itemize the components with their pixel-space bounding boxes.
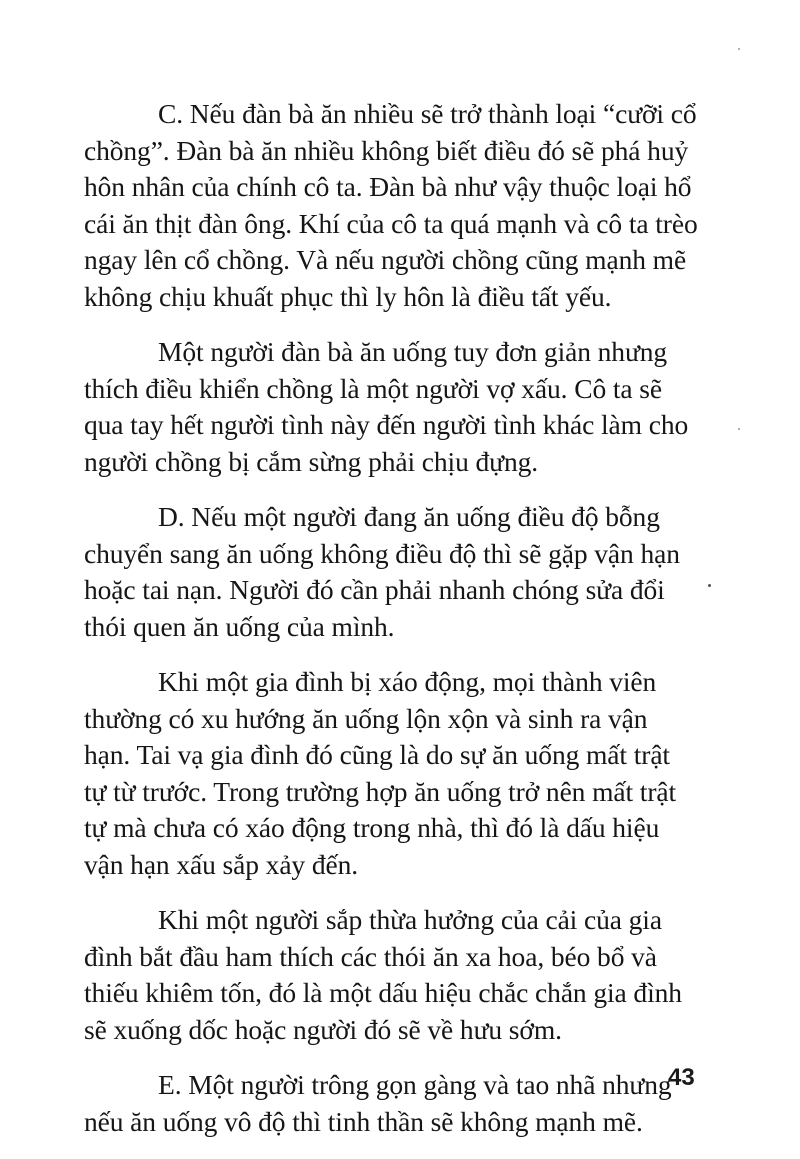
text-line: cái ăn thịt đàn ông. Khí của cô ta quá mạnh và cô ta trèo	[84, 207, 698, 239]
text-line: thích điều khiển chồng là một người vợ xấu. Cô ta sẽ	[84, 372, 662, 404]
scan-speck	[708, 584, 711, 587]
paragraph-bad-wife	[84, 334, 706, 480]
paragraph-inheritance	[84, 902, 706, 1048]
text-line: nếu ăn uống vô độ thì tinh thần sẽ không mạnh mẽ.	[84, 1105, 643, 1137]
text-line: không chịu khuất phục thì ly hôn là điều tất yếu.	[84, 280, 612, 312]
text-line: hoặc tai nạn. Người đó cần phải nhanh chóng sửa đổi	[84, 574, 665, 605]
page-number: 43	[668, 1064, 695, 1091]
text-line: thiếu khiêm tốn, đó là một dấu hiệu chắc chắn gia đình	[84, 977, 682, 1008]
text-line: ngay lên cổ chồng. Và nếu người chồng cũng mạnh mẽ	[84, 244, 687, 275]
paragraph-c	[84, 96, 706, 315]
text-line: Khi một người sắp thừa hưởng của cải của gia	[158, 904, 662, 935]
text-line: vận hạn xấu sắp xảy đến.	[84, 848, 359, 880]
text-line: qua tay hết người tình này đến người tình khác làm cho	[84, 409, 689, 440]
text-line: C. Nếu đàn bà ăn nhiều sẽ trở thành loại “cưỡi cổ	[158, 98, 697, 129]
scan-speck	[738, 428, 740, 430]
paragraph-d	[84, 499, 706, 645]
text-line: chồng”. Đàn bà ăn nhiều không biết điều đó sẽ phá huỷ	[84, 134, 689, 166]
book-page-body	[84, 96, 706, 1159]
text-line: đình bắt đầu ham thích các thói ăn xa hoa, béo bổ và	[84, 940, 657, 972]
text-line: E. Một người trông gọn gàng và tao nhã nhưng	[158, 1069, 672, 1100]
text-line: người chồng bị cắm sừng phải chịu đựng.	[84, 445, 539, 477]
text-line: tự từ trước. Trong trường hợp ăn uống trở nên mất trật	[84, 775, 677, 807]
text-line: hạn. Tai vạ gia đình đó cũng là do sự ăn uống mất trật	[84, 739, 670, 770]
text-line: thường có xu hướng ăn uống lộn xộn và sinh ra vận	[84, 702, 648, 734]
text-line: thói quen ăn uống của mình.	[84, 610, 395, 642]
text-line: chuyển sang ăn uống không điều độ thì sẽ gặp vận hạn	[84, 537, 680, 569]
text-line: Khi một gia đình bị xáo động, mọi thành viên	[158, 666, 657, 697]
paragraph-family-turmoil	[84, 664, 706, 883]
paragraph-e	[84, 1067, 706, 1140]
text-line: tự mà chưa có xáo động trong nhà, thì đó là dấu hiệu	[84, 812, 660, 843]
text-line: D. Nếu một người đang ăn uống điều độ bỗng	[158, 501, 660, 532]
text-line: hôn nhân của chính cô ta. Đàn bà như vậy thuộc loại hổ	[84, 171, 692, 202]
text-line: Một người đàn bà ăn uống tuy đơn giản nhưng	[158, 336, 668, 367]
text-line: sẽ xuống dốc hoặc người đó sẽ về hưu sớm.	[84, 1013, 562, 1045]
scan-speck	[738, 48, 740, 50]
